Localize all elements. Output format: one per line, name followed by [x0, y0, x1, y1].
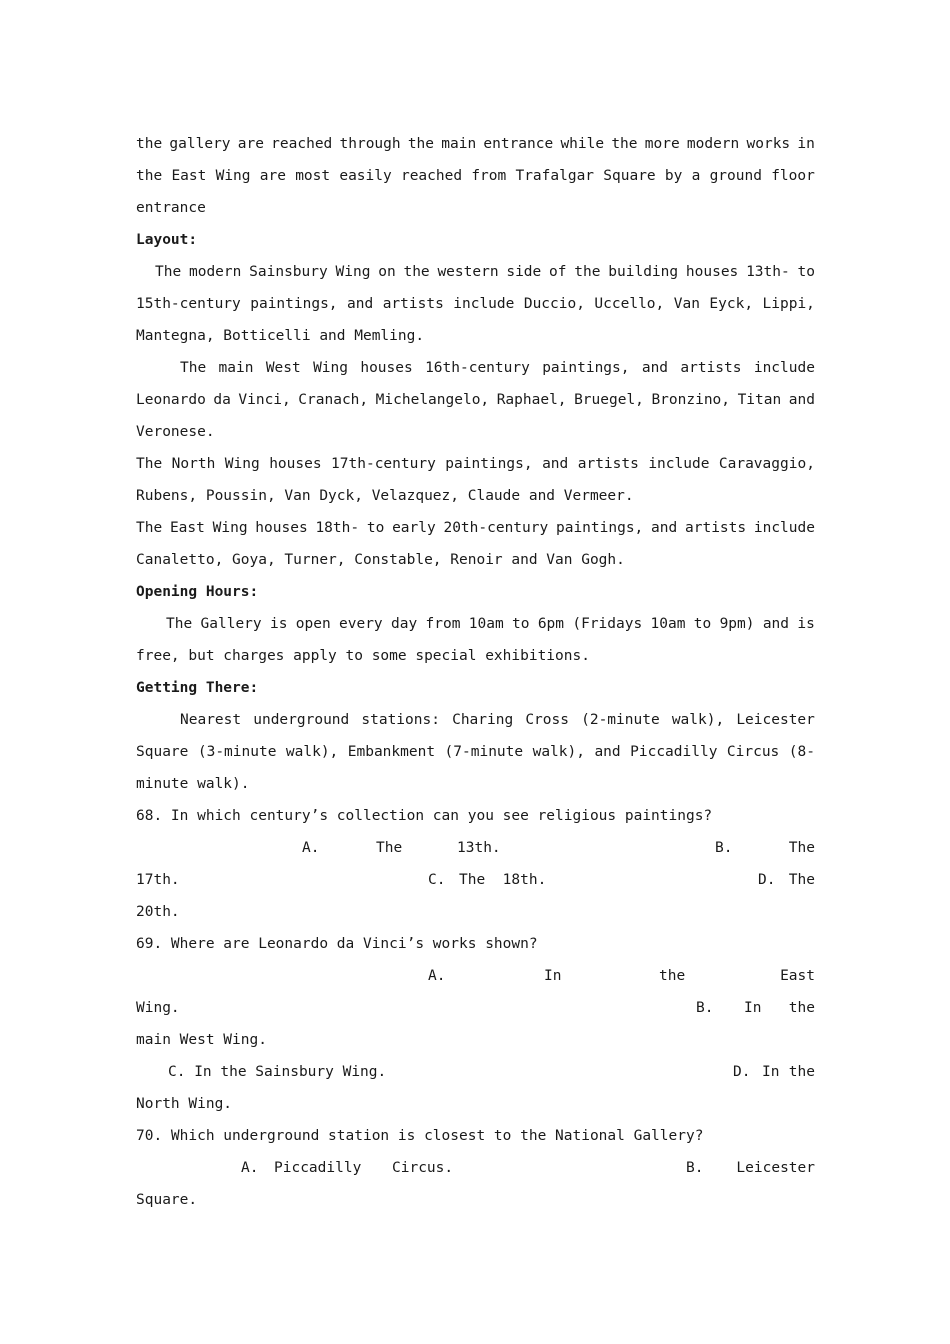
- word: of: [549, 264, 567, 280]
- word: 18th-: [315, 520, 360, 536]
- getting-line-3: minute walk).: [136, 776, 250, 792]
- word: artists: [680, 360, 742, 376]
- word: Michelangelo,: [375, 392, 490, 408]
- word: Bruegel,: [574, 392, 644, 408]
- layout-p1-line-1: [155, 256, 815, 288]
- word: 6pm: [537, 616, 565, 632]
- word: Charing: [452, 712, 514, 728]
- word: Sainsbury: [249, 264, 328, 280]
- getting-heading: Getting There:: [136, 680, 259, 696]
- word: (7-minute: [444, 744, 524, 760]
- word: to: [512, 616, 530, 632]
- word: through: [339, 136, 401, 152]
- word: modern: [686, 136, 740, 152]
- intro-line-2: [136, 160, 815, 192]
- word: East: [169, 520, 205, 536]
- q69-option-c[interactable]: C. In the Sainsbury Wing.: [168, 1064, 387, 1080]
- intro-line-1: [136, 128, 815, 160]
- word: from: [425, 616, 461, 632]
- word: Wing: [335, 264, 371, 280]
- word: the: [574, 264, 601, 280]
- word: houses: [269, 456, 322, 472]
- word: 16th-century: [425, 360, 530, 376]
- word: ground: [709, 168, 762, 184]
- layout-heading: Layout:: [136, 232, 198, 248]
- q68-option-b-word-1: The: [788, 840, 815, 856]
- hours-line-2: free, but charges apply to some special exhibitions.: [136, 648, 590, 664]
- q69-option-a-word-1: In: [544, 968, 562, 984]
- word: Lippi,: [762, 296, 815, 312]
- q70-options-row-1: [136, 1152, 815, 1184]
- word: reached: [400, 168, 463, 184]
- word: is: [269, 616, 288, 632]
- word: entrance: [483, 136, 554, 152]
- layout-p3-line-1: [136, 448, 815, 480]
- word: Cranach,: [298, 392, 369, 408]
- word: Wing: [212, 520, 248, 536]
- word: walk),: [285, 744, 339, 760]
- getting-line-2: [136, 736, 815, 768]
- word: 13th-: [746, 264, 790, 280]
- word: North: [171, 456, 216, 472]
- word: to: [797, 264, 815, 280]
- word: (Fridays: [572, 616, 643, 632]
- word: stations:: [361, 712, 440, 728]
- q69-option-d-continued: North Wing.: [136, 1096, 233, 1112]
- word: (3-minute: [197, 744, 277, 760]
- word: Wing: [313, 360, 348, 376]
- word: Wing: [224, 456, 260, 472]
- word: paintings,: [250, 296, 338, 312]
- q69-option-b-continued: main West Wing.: [136, 1032, 267, 1048]
- word: The: [136, 456, 163, 472]
- word: Piccadilly: [630, 744, 718, 760]
- hours-heading: Opening Hours:: [136, 584, 259, 600]
- word: are: [259, 168, 286, 184]
- q70-option-a-word-1: Piccadilly: [274, 1160, 362, 1176]
- layout-p4-line-2: Canaletto, Goya, Turner, Constable, Renoir and Van Gogh.: [136, 552, 625, 568]
- word: the: [136, 168, 163, 184]
- word: and: [542, 456, 569, 472]
- word: the: [136, 136, 163, 152]
- word: main: [441, 136, 477, 152]
- word: floor: [771, 168, 815, 184]
- q68-option-a-letter[interactable]: A.: [302, 840, 320, 856]
- word: while: [560, 136, 605, 152]
- word: Trafalgar: [515, 168, 595, 184]
- word: and: [651, 520, 678, 536]
- word: Embankment: [347, 744, 436, 760]
- word: Leonardo: [136, 392, 206, 408]
- q68-option-c-letter[interactable]: C.: [428, 872, 446, 888]
- word: 15th-century: [136, 296, 241, 312]
- word: main: [218, 360, 254, 376]
- q68-question: 68. In which century’s collection can you see religious paintings?: [136, 808, 713, 824]
- word: every: [339, 616, 383, 632]
- intro-line-3: entrance: [136, 200, 206, 216]
- word: open: [295, 616, 331, 632]
- word: a: [691, 168, 701, 184]
- hours-line-1: [166, 608, 815, 640]
- layout-p2-line-1: [180, 352, 815, 384]
- word: Circus: [726, 744, 780, 760]
- q68-option-d-word-1: The: [788, 872, 815, 888]
- word: side: [506, 264, 542, 280]
- word: works: [746, 136, 791, 152]
- q69-options-row-2: [136, 992, 815, 1024]
- word: Bronzino,: [651, 392, 731, 408]
- word: Vinci,: [238, 392, 291, 408]
- word: 9pm): [719, 616, 755, 632]
- word: the: [403, 264, 430, 280]
- word: Raphael,: [496, 392, 567, 408]
- q68-options-row-2: [136, 864, 815, 896]
- q69-option-b-word-1: In: [744, 1000, 762, 1016]
- word: Caravaggio,: [718, 456, 815, 472]
- word: include: [753, 360, 815, 376]
- word: The: [166, 616, 193, 632]
- q69-option-b-word-2: the: [788, 1000, 815, 1016]
- word: paintings,: [445, 456, 533, 472]
- word: on: [378, 264, 396, 280]
- word: West: [265, 360, 301, 376]
- layout-p4-line-1: [136, 512, 815, 544]
- word: are: [237, 136, 264, 152]
- word: reached: [271, 136, 333, 152]
- word: most: [295, 168, 331, 184]
- q68-option-d-letter[interactable]: D.: [758, 872, 776, 888]
- word: artists: [382, 296, 444, 312]
- word: by: [664, 168, 683, 184]
- word: paintings,: [542, 360, 630, 376]
- word: underground: [253, 712, 350, 728]
- word: houses: [255, 520, 308, 536]
- word: (8-: [788, 744, 815, 760]
- word: The: [180, 360, 207, 376]
- q68-option-a-word-1: The: [376, 840, 403, 856]
- q68-option-b-continued: 17th.: [136, 872, 180, 888]
- word: in: [797, 136, 815, 152]
- word: to: [693, 616, 712, 632]
- layout-p2-line-3: Veronese.: [136, 424, 215, 440]
- q70-option-b-letter[interactable]: B.: [686, 1160, 704, 1176]
- q69-option-a-letter[interactable]: A.: [428, 968, 446, 984]
- word: 17th-century: [331, 456, 436, 472]
- q70-option-b-continued: Square.: [136, 1192, 198, 1208]
- word: Duccio,: [523, 296, 585, 312]
- q68-option-a-word-2: 13th.: [457, 840, 501, 856]
- q68-option-c-text: The 18th.: [459, 872, 547, 888]
- q69-question: 69. Where are Leonardo da Vinci’s works shown?: [136, 936, 538, 952]
- word: (2-minute: [581, 712, 660, 728]
- word: include: [453, 296, 515, 312]
- q69-option-a-word-2: the: [659, 968, 686, 984]
- word: western: [437, 264, 499, 280]
- word: Cross: [525, 712, 569, 728]
- word: include: [753, 520, 815, 536]
- layout-p1-line-3: Mantegna, Botticelli and Memling.: [136, 328, 425, 344]
- word: easily: [339, 168, 392, 184]
- word: walk),: [532, 744, 585, 760]
- layout-p1-line-2: [136, 288, 815, 320]
- q69-option-b-letter[interactable]: B.: [696, 1000, 714, 1016]
- word: early: [392, 520, 436, 536]
- word: walk),: [671, 712, 725, 728]
- q68-option-b-letter[interactable]: B.: [715, 840, 733, 856]
- word: the: [611, 136, 638, 152]
- q69-options-row-3: [136, 1056, 815, 1088]
- word: East: [171, 168, 207, 184]
- q69-option-a-word-3: East: [780, 968, 815, 984]
- word: Wing: [215, 168, 251, 184]
- word: da: [213, 392, 231, 408]
- q69-options-row-1: [136, 960, 815, 992]
- word: modern: [188, 264, 242, 280]
- word: The: [155, 264, 182, 280]
- word: from: [471, 168, 507, 184]
- q70-question: 70. Which underground station is closest to the National Gallery?: [136, 1128, 704, 1144]
- word: and: [641, 360, 669, 376]
- q69-option-a-continued: Wing.: [136, 1000, 180, 1016]
- layout-p2-line-2: [136, 384, 815, 416]
- word: Van: [673, 296, 700, 312]
- word: the: [407, 136, 435, 152]
- word: include: [648, 456, 710, 472]
- q68-options-row-1: [136, 832, 815, 864]
- q68-option-d-continued: 20th.: [136, 904, 180, 920]
- word: Leicester: [736, 712, 815, 728]
- word: building: [608, 264, 679, 280]
- q70-option-a-word-2: Circus.: [392, 1160, 454, 1176]
- word: and: [788, 392, 815, 408]
- word: paintings,: [555, 520, 644, 536]
- word: is: [797, 616, 815, 632]
- layout-p3-line-2: Rubens, Poussin, Van Dyck, Velazquez, Claude and Vermeer.: [136, 488, 634, 504]
- word: houses: [685, 264, 739, 280]
- word: Nearest: [180, 712, 242, 728]
- word: artists: [577, 456, 639, 472]
- word: Square: [603, 168, 656, 184]
- word: 10am: [650, 616, 686, 632]
- getting-line-1: [180, 704, 815, 736]
- q69-option-d-word-2: the: [788, 1064, 815, 1080]
- word: more: [644, 136, 680, 152]
- q69-option-d-letter[interactable]: D.: [733, 1064, 751, 1080]
- word: 20th-century: [443, 520, 549, 536]
- word: Gallery: [200, 616, 262, 632]
- word: Square: [136, 744, 189, 760]
- word: The: [136, 520, 163, 536]
- q70-option-b-word-1: Leicester: [736, 1160, 815, 1176]
- word: houses: [360, 360, 413, 376]
- word: artists: [685, 520, 747, 536]
- word: Eyck,: [709, 296, 754, 312]
- word: day: [391, 616, 418, 632]
- word: and: [347, 296, 374, 312]
- q69-option-d-word-1: In: [762, 1064, 780, 1080]
- word: and: [762, 616, 790, 632]
- word: Uccello,: [594, 296, 665, 312]
- word: gallery: [169, 136, 231, 152]
- word: to: [366, 520, 385, 536]
- q70-option-a-letter[interactable]: A.: [241, 1160, 259, 1176]
- word: Titan: [737, 392, 782, 408]
- word: 10am: [468, 616, 504, 632]
- word: and: [594, 744, 621, 760]
